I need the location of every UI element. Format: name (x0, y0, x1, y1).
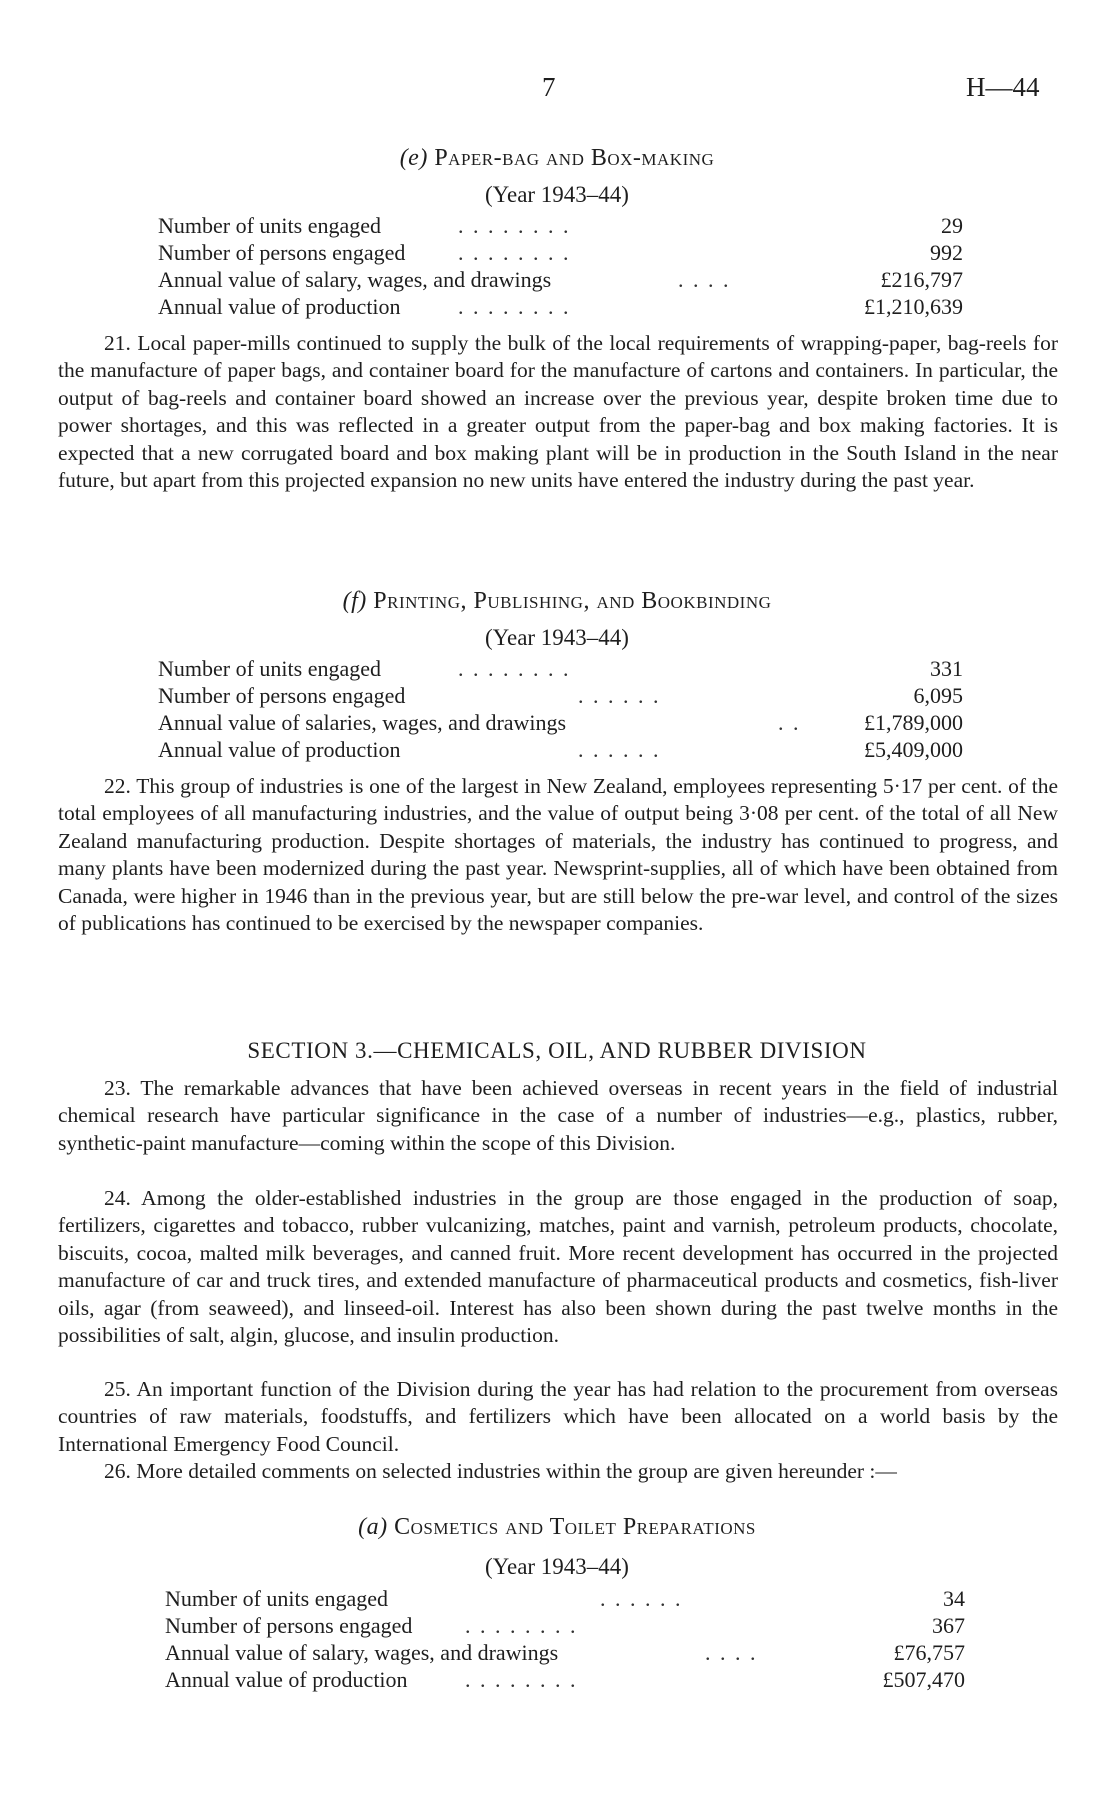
stat-leader: . . . . . . . . (465, 1667, 578, 1692)
cosmetics-heading-letter: (a) (358, 1514, 388, 1540)
paper-bag-heading-title: Paper-bag and Box-making (434, 145, 715, 171)
stat-row (158, 682, 963, 709)
stat-value: 29 (941, 213, 963, 238)
stat-row (165, 1612, 965, 1639)
stat-value: 34 (943, 1586, 965, 1611)
stat-label: Number of units engaged (158, 656, 381, 681)
paper-bag-year: (Year 1943–44) (485, 182, 629, 207)
stat-leader: . . . . . . (578, 683, 661, 708)
stat-leader: . . . . . . . . (458, 213, 571, 238)
stat-leader: . . . . . . . . (465, 1613, 578, 1638)
cosmetics-heading-title: Cosmetics and Toilet Preparations (394, 1514, 756, 1540)
printing-year: (Year 1943–44) (485, 625, 629, 650)
stat-label: Annual value of salary, wages, and drawings (158, 267, 552, 292)
cosmetics-heading (0, 1514, 1114, 1541)
stat-label: Annual value of salaries, wages, and drawings (158, 710, 567, 735)
stat-label: Annual value of salary, wages, and drawings (165, 1640, 559, 1665)
printing-heading (0, 588, 1114, 615)
stat-value: 367 (932, 1613, 965, 1638)
stat-value: 992 (930, 240, 963, 265)
stat-row (158, 266, 963, 293)
paragraph-25: 25. An important function of the Division during the year has had relation to the procurement from overseas countries of raw materials, foodstuffs, and fertilizers which have been allocated on a world basis by the International Emergency Food Council. (58, 1377, 1058, 1456)
paragraph-26: 26. More detailed comments on selected industries within the group are given hereunder :— (104, 1459, 897, 1483)
page-number: 7 (542, 72, 556, 102)
printing-stats (158, 655, 963, 763)
stat-leader: . . . . (678, 267, 731, 292)
printing-heading-title: Printing, Publishing, and Bookbinding (373, 588, 772, 614)
section-3-heading: SECTION 3.—CHEMICALS, OIL, AND RUBBER DIVISION (247, 1038, 867, 1063)
stat-row (158, 293, 963, 320)
document-code: H—44 (966, 72, 1040, 102)
stat-leader: . . . . . . (578, 737, 661, 762)
stat-label: Number of units engaged (165, 1586, 388, 1611)
paper-bag-heading (0, 145, 1114, 172)
stat-label: Number of persons engaged (158, 240, 406, 265)
stat-label: Annual value of production (165, 1667, 408, 1692)
stat-leader: . . . . . . . . (458, 294, 571, 319)
stat-leader: . . . . . . (600, 1586, 683, 1611)
stat-value: £76,757 (893, 1640, 965, 1665)
stat-leader: . . . . . . . . (458, 656, 571, 681)
stat-leader: . . . . . . . . (458, 240, 571, 265)
paper-bag-heading-letter: (e) (399, 145, 428, 171)
stat-row (165, 1585, 965, 1612)
stat-value: £507,470 (882, 1667, 965, 1692)
stat-leader: . . (778, 710, 801, 735)
paper-bag-stats (158, 212, 963, 320)
stat-row (158, 736, 963, 763)
paragraph-22: 22. This group of industries is one of the largest in New Zealand, employees representing 5·17 per cent. of the total employees of all manufacturing industries, and the value of output being 3·08 per cent. of the total of all New Zealand manufacturing production. Despite shortages of materials, the industry has continued to progress, and many plants have been modernized during the past year. Newsprint-supplies, all of which have been obtained from Canada, were higher in 1946 than in the previous year, but are still below the pre-war level, and control of the sizes of publications has continued to be exercised by the newspaper companies. (58, 774, 1058, 936)
stat-label: Annual value of production (158, 294, 401, 319)
printing-heading-letter: (f) (342, 588, 367, 614)
stat-label: Number of persons engaged (165, 1613, 413, 1638)
stat-row (165, 1666, 965, 1693)
stat-value: £1,789,000 (864, 710, 963, 735)
stat-label: Annual value of production (158, 737, 401, 762)
stat-label: Number of units engaged (158, 213, 381, 238)
stat-row (158, 709, 963, 736)
stat-value: £216,797 (880, 267, 963, 292)
paragraph-23: 23. The remarkable advances that have been achieved overseas in recent years in the field of industrial chemical research have particular significance in the case of a number of industries—e.g., plastics, rubber, synthetic-paint manufacture—coming within the scope of this Division. (58, 1076, 1058, 1155)
cosmetics-stats (165, 1585, 965, 1693)
stat-value: £1,210,639 (864, 294, 963, 319)
stat-value: 6,095 (913, 683, 963, 708)
paragraph-21: 21. Local paper-mills continued to supply the bulk of the local requirements of wrapping-paper, bag-reels for the manufacture of paper bags, and container board for the manufacture of cartons and containers. In particular, the output of bag-reels and container board showed an increase over the previous year, despite broken time due to power shortages, and this was reflected in a greater output from the paper-bag and box making factories. It is expected that a new corrugated board and box making plant will be in production in the South Island in the near future, but apart from this projected expansion no new units have entered the industry during the past year. (58, 331, 1058, 493)
stat-row (158, 239, 963, 266)
stat-row (165, 1639, 965, 1666)
stat-label: Number of persons engaged (158, 683, 406, 708)
stat-value: £5,409,000 (864, 737, 963, 762)
paragraph-24: 24. Among the older-established industries in the group are those engaged in the production of soap, fertilizers, cigarettes and tobacco, rubber vulcanizing, matches, paint and varnish, petroleum products, chocolate, biscuits, cocoa, malted milk beverages, and canned fruit. More recent development has occurred in the projected manufacture of car and truck tires, and extended manufacture of pharmaceutical products and cosmetics, fish-liver oils, agar (from seaweed), and linseed-oil. Interest has also been shown during the past twelve months in the possibilities of salt, algin, glucose, and insulin production. (58, 1186, 1058, 1348)
cosmetics-year: (Year 1943–44) (485, 1554, 629, 1579)
stat-value: 331 (930, 656, 963, 681)
stat-leader: . . . . (705, 1640, 758, 1665)
stat-row (158, 212, 963, 239)
stat-row (158, 655, 963, 682)
